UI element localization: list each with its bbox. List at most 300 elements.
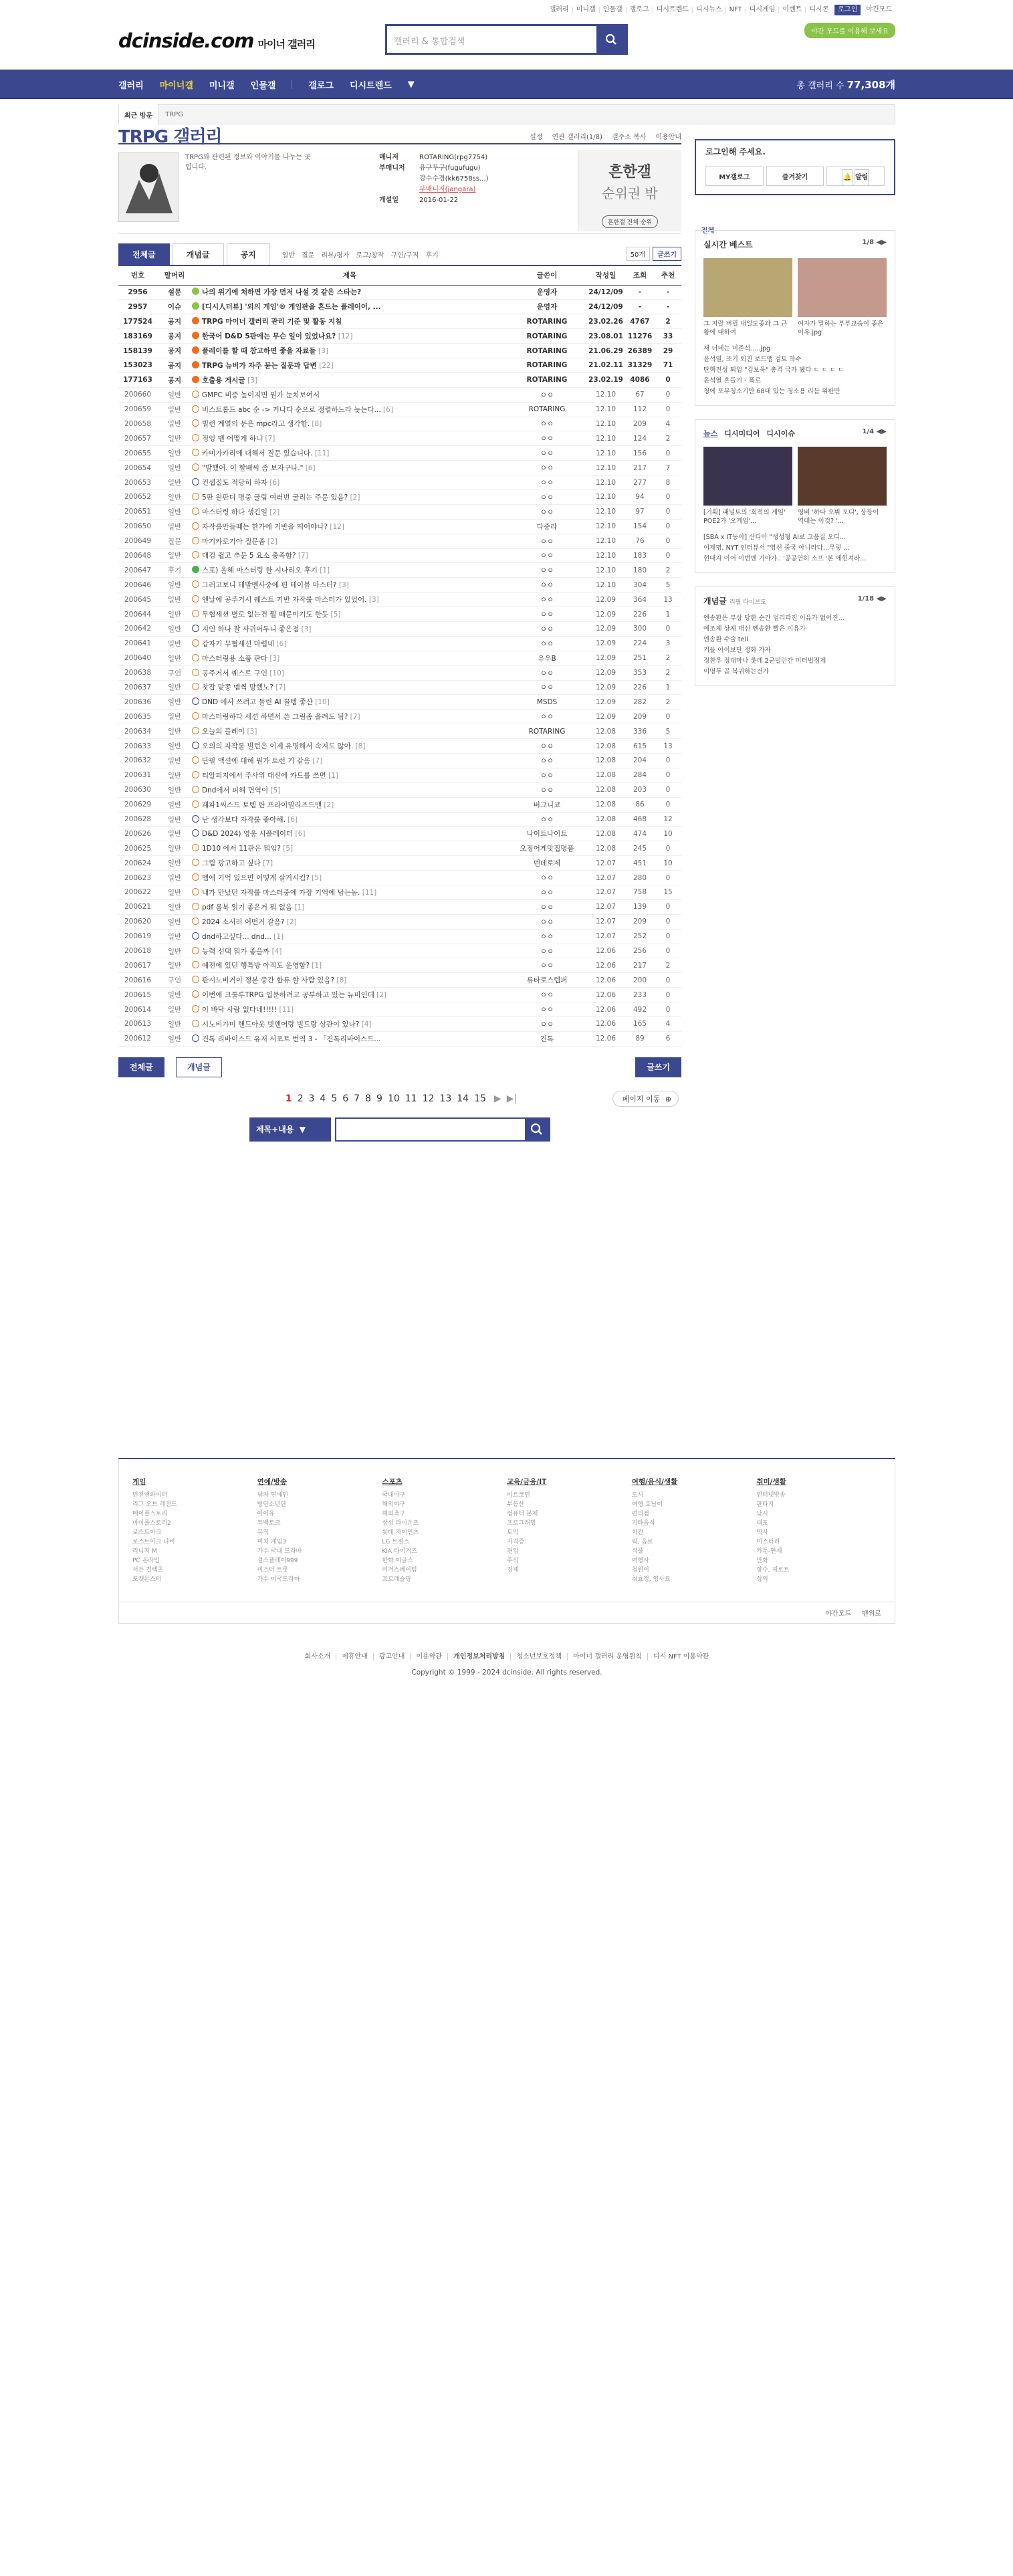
footer-link[interactable]: 가수 국내 드라마: [257, 1548, 302, 1555]
footer-link[interactable]: 토익: [507, 1529, 519, 1536]
table-row[interactable]: [118, 1017, 681, 1032]
footer-policy-link[interactable]: 청소년보호정책: [511, 1653, 568, 1660]
post-title[interactable]: 호출용 게시글: [202, 376, 245, 385]
table-row[interactable]: [118, 431, 681, 446]
table-row[interactable]: [118, 636, 681, 651]
footer-link[interactable]: 여행 호남이: [631, 1501, 663, 1508]
post-writer[interactable]: ㅇㅇ: [508, 929, 586, 944]
post-writer[interactable]: ROTARING: [508, 314, 586, 329]
post-title[interactable]: 판시노비거이 정본 중간 합류 할 사람 있음?: [202, 976, 335, 985]
head-recruit[interactable]: 구인/구직: [390, 252, 419, 259]
post-writer[interactable]: ㅇㅇ: [508, 446, 586, 461]
nav-minor[interactable]: 마이너갤: [159, 80, 193, 91]
table-row[interactable]: [118, 827, 681, 841]
post-writer[interactable]: ㅇㅇ: [508, 680, 586, 695]
post-title[interactable]: Dnd에서 피해 면역이: [202, 786, 269, 794]
post-title-cell[interactable]: [192, 724, 508, 739]
comment-count[interactable]: [8]: [312, 420, 322, 429]
next-page-icon[interactable]: ▶: [493, 1093, 501, 1104]
footer-link[interactable]: 아이유: [257, 1511, 275, 1517]
post-title[interactable]: 오늘의 플레이: [202, 728, 245, 736]
post-title-cell[interactable]: [192, 534, 508, 548]
my-gallog-button[interactable]: MY갤로그: [705, 167, 764, 186]
footer-link[interactable]: 미겨스페이텀: [382, 1567, 417, 1574]
table-row[interactable]: [118, 754, 681, 768]
post-title[interactable]: 이번에 크툴루TRPG 입문하려고 공부하고 있는 뉴비인데: [202, 991, 374, 1000]
post-title[interactable]: 그림 광고하고 싶다: [202, 859, 261, 868]
footer-link[interactable]: 향수, 제로트: [756, 1567, 790, 1574]
post-title[interactable]: 플레이를 할 때 참고하면 좋을 자료들: [202, 347, 316, 355]
footer-link[interactable]: 미스터 트롯: [257, 1567, 289, 1574]
footer-link[interactable]: 식물: [631, 1548, 644, 1555]
post-title[interactable]: 마스터링용 소품 판다: [202, 654, 267, 663]
post-title-cell[interactable]: [192, 358, 508, 372]
post-writer[interactable]: ㅇㅇ: [508, 621, 586, 636]
comment-count[interactable]: [3]: [318, 347, 328, 355]
table-row[interactable]: [118, 944, 681, 958]
head-after[interactable]: 후기: [425, 252, 439, 259]
table-row[interactable]: [118, 519, 681, 534]
comment-count[interactable]: [3]: [269, 654, 280, 663]
footer-link[interactable]: 판타지: [756, 1501, 774, 1508]
table-row[interactable]: [118, 548, 681, 563]
post-title-cell[interactable]: [192, 710, 508, 724]
util-link[interactable]: 갤로그: [627, 7, 653, 13]
post-writer[interactable]: ㅇㅇ: [508, 1017, 586, 1032]
post-title-cell[interactable]: [192, 651, 508, 665]
post-title[interactable]: 난 생각보다 자작룰 좋아해.: [202, 815, 286, 824]
util-link[interactable]: 갤러리: [546, 7, 573, 13]
post-title-cell[interactable]: [192, 563, 508, 578]
news-list-item[interactable]: 이제명, NYT 인터뷰서 "영선 중국 아니라다...무렇 ...: [703, 544, 850, 552]
best-pager[interactable]: 1/8 ◀▶: [862, 239, 887, 246]
post-writer[interactable]: ㅇㅇ: [508, 548, 586, 563]
last-page-icon[interactable]: ▶|: [506, 1093, 518, 1104]
table-row[interactable]: [118, 490, 681, 504]
bottom-search-input[interactable]: [335, 1117, 550, 1142]
footer-policy-link[interactable]: 광고안내: [374, 1653, 411, 1660]
link-settings[interactable]: 설정: [530, 134, 543, 141]
table-row[interactable]: [118, 782, 681, 797]
comment-count[interactable]: [2]: [269, 508, 280, 516]
table-row[interactable]: [118, 563, 681, 578]
post-title[interactable]: 그러고보니 테발멘사중에 편 테이블 마스터?: [202, 581, 337, 590]
post-title-cell[interactable]: [192, 665, 508, 680]
table-row[interactable]: [118, 504, 681, 519]
comment-count[interactable]: [7]: [275, 683, 286, 692]
comment-count[interactable]: [10]: [315, 698, 330, 707]
comment-count[interactable]: [2]: [286, 918, 297, 926]
site-logo[interactable]: dcinside.com 마이너 갤러리: [118, 29, 315, 52]
comment-count[interactable]: [1]: [312, 962, 322, 970]
post-title-cell[interactable]: [192, 695, 508, 710]
post-title-cell[interactable]: [192, 621, 508, 636]
footer-policy-link[interactable]: 제휴안내: [336, 1653, 374, 1660]
post-writer[interactable]: ㅇㅇ: [508, 475, 586, 490]
post-title-cell[interactable]: [192, 548, 508, 563]
footer-link[interactable]: 낚시: [756, 1511, 768, 1517]
footer-link[interactable]: 방탄소년단: [257, 1501, 287, 1508]
post-title-cell[interactable]: [192, 929, 508, 944]
comment-count[interactable]: [6]: [305, 464, 316, 473]
comment-count[interactable]: [11]: [314, 449, 330, 458]
post-title-cell[interactable]: [192, 1002, 508, 1017]
post-title-cell[interactable]: [192, 344, 508, 358]
best-list-item[interactable]: 윤석열 흔들기 - 폭로: [703, 377, 761, 385]
footer-link[interactable]: 편입: [507, 1548, 519, 1555]
table-row[interactable]: [118, 417, 681, 431]
table-row[interactable]: [118, 841, 681, 856]
footer-link[interactable]: 걸스플레이999: [257, 1558, 298, 1564]
concept-list-item[interactable]: 엔송환 수술 tell: [703, 636, 748, 643]
post-title[interactable]: 1D10 에서 11판은 뭐임?: [202, 845, 281, 853]
post-writer[interactable]: 나이트나이트: [508, 827, 586, 841]
post-writer[interactable]: ㅇㅇ: [508, 782, 586, 797]
gallery-title[interactable]: TRPG 갤러리: [118, 127, 222, 147]
comment-count[interactable]: [5]: [312, 874, 322, 883]
post-writer[interactable]: ㅇㅇ: [508, 387, 586, 402]
footer-link[interactable]: 자격증: [507, 1539, 525, 1545]
post-writer[interactable]: 건톡: [508, 1031, 586, 1046]
page-link[interactable]: 5: [331, 1093, 338, 1104]
footer-policy-link[interactable]: 개인정보처리방침: [448, 1653, 511, 1660]
post-title-cell[interactable]: [192, 841, 508, 856]
best-list-item[interactable]: 윤석열, 조기 퇴진 로드맵 검토 착수: [703, 356, 802, 363]
comment-count[interactable]: [1]: [294, 903, 305, 911]
comment-count[interactable]: [5]: [270, 786, 281, 794]
page-link[interactable]: 11: [405, 1093, 417, 1104]
footer-link[interactable]: 컴퓨터 본체: [507, 1511, 538, 1517]
post-title[interactable]: [디시人터뷰] '외의 게임'® 게임판을 흔드는 플레이어, ...: [202, 303, 381, 312]
table-row[interactable]: [118, 329, 681, 344]
post-title[interactable]: 이 바닥 사람 없다네!!!!!: [202, 1006, 277, 1014]
post-title[interactable]: D&D 2024) 영웅 시플레이터: [202, 830, 294, 839]
issue-tab[interactable]: 디시이슈: [766, 429, 795, 438]
post-writer[interactable]: ROTARING: [508, 344, 586, 358]
table-row[interactable]: [118, 885, 681, 900]
comment-count[interactable]: [11]: [279, 1006, 294, 1014]
table-row[interactable]: [118, 534, 681, 548]
post-title[interactable]: 대검 쥘고 추문 5 요소 충족함?: [202, 552, 296, 560]
util-link[interactable]: 야간모드: [866, 6, 892, 13]
post-writer[interactable]: ㅇㅇ: [508, 958, 586, 973]
nav-more-icon[interactable]: ▼: [407, 79, 415, 90]
nav-trend[interactable]: 디시트렌드: [349, 80, 392, 91]
post-title[interactable]: 마스터링하다 세션 하면서 쓴 그림좀 올려도 됨?: [202, 713, 348, 722]
page-link[interactable]: 13: [439, 1093, 452, 1104]
comment-count[interactable]: [6]: [288, 815, 298, 824]
footer-link[interactable]: KIA 타이거즈: [382, 1548, 417, 1555]
post-title-cell[interactable]: [192, 285, 508, 300]
comment-count[interactable]: [3]: [338, 581, 349, 590]
footer-link[interactable]: 뮤직: [257, 1529, 269, 1536]
table-row[interactable]: [118, 461, 681, 475]
comment-count[interactable]: [2]: [267, 537, 277, 546]
footer-link[interactable]: 국내야구: [382, 1492, 406, 1499]
post-title-cell[interactable]: [192, 593, 508, 607]
footer-link[interactable]: 만화: [756, 1558, 768, 1564]
head-review[interactable]: 리뷰/평가: [321, 252, 350, 259]
post-title-cell[interactable]: [192, 973, 508, 988]
footer-link[interactable]: 여행사: [631, 1558, 649, 1564]
post-title-cell[interactable]: [192, 300, 508, 314]
post-writer[interactable]: ROTARING: [508, 358, 586, 372]
post-writer[interactable]: 덴데로제: [508, 856, 586, 871]
news-list-item[interactable]: [SBA x IT동아] 산티아 "생성형 AI로 고품질 오디...: [703, 534, 847, 541]
footer-link[interactable]: 인터넷방송: [756, 1492, 786, 1499]
footer-link[interactable]: 뮤백토크: [257, 1520, 281, 1527]
post-writer[interactable]: ㅇㅇ: [508, 563, 586, 578]
footer-link[interactable]: 편의점: [631, 1511, 649, 1517]
post-writer[interactable]: ㅇㅇ: [508, 914, 586, 929]
page-link[interactable]: 7: [354, 1093, 360, 1104]
page-link[interactable]: 1: [285, 1093, 292, 1104]
post-title[interactable]: 공주거서 퀘스트 구인: [202, 669, 267, 677]
post-writer[interactable]: ㅇㅇ: [508, 988, 586, 1002]
post-title-cell[interactable]: [192, 856, 508, 871]
post-title[interactable]: 능력 선택 뭐가 좋을까: [202, 947, 270, 956]
footer-link[interactable]: 서든 컬렉츠: [132, 1567, 164, 1574]
comment-count[interactable]: [10]: [269, 669, 284, 677]
post-title-cell[interactable]: [192, 387, 508, 402]
post-title[interactable]: 나의 위기에 처하면 가장 먼저 나설 것 같은 스타는?: [202, 288, 362, 297]
table-row[interactable]: [118, 1031, 681, 1046]
post-title[interactable]: DND 에서 쓰려고 돌린 AI 꿀템 좋산: [202, 698, 313, 707]
post-title[interactable]: 비스트롭드 abc 순 -> 거나다 순으로 정렬하느라 늦는다...: [202, 405, 381, 414]
nav-gallog[interactable]: 갤로그: [308, 80, 334, 91]
page-link[interactable]: 4: [320, 1093, 326, 1104]
post-title-cell[interactable]: [192, 680, 508, 695]
comment-count[interactable]: [1]: [328, 771, 338, 780]
news-thumb[interactable]: 영비 '하나 오뷔 모디', 상장이 역대는 이것? '...: [798, 447, 887, 526]
post-writer[interactable]: ㅇㅇ: [508, 461, 586, 475]
link-related[interactable]: 연관 갤러리(1/8): [552, 134, 602, 141]
footer-link[interactable]: 비트코인: [507, 1492, 530, 1499]
post-title-cell[interactable]: [192, 1031, 508, 1046]
comment-count[interactable]: [3]: [368, 596, 379, 605]
post-writer[interactable]: ROTARING: [508, 724, 586, 739]
footer-link[interactable]: 경제: [507, 1567, 519, 1574]
search-input[interactable]: 갤러리 & 통합검색: [394, 37, 465, 47]
comment-count[interactable]: [5]: [330, 611, 341, 619]
post-writer[interactable]: 다중라: [508, 519, 586, 534]
dark-mode-badge[interactable]: 야간 모드를 이용해 보세요: [804, 23, 895, 38]
comment-count[interactable]: [22]: [319, 361, 334, 370]
table-row[interactable]: [118, 446, 681, 461]
search-type-select[interactable]: 제목+내용 ▼: [249, 1117, 331, 1142]
post-writer[interactable]: ㅇㅇ: [508, 593, 586, 607]
post-writer[interactable]: ㅇㅇ: [508, 417, 586, 431]
post-writer[interactable]: ㅇㅇ: [508, 739, 586, 754]
post-title[interactable]: 카미가카리에 대해서 질문 있습니다.: [202, 449, 313, 458]
page-link[interactable]: 9: [376, 1093, 382, 1104]
footer-link[interactable]: 메이플스토리: [132, 1511, 168, 1517]
page-link[interactable]: 14: [457, 1093, 469, 1104]
post-writer[interactable]: ㅇㅇ: [508, 754, 586, 768]
footer-policy-link[interactable]: 마이너 갤러리 운영원칙: [568, 1653, 648, 1660]
footer-column-title[interactable]: 취미/생활: [756, 1478, 786, 1486]
comment-count[interactable]: [4]: [361, 1020, 372, 1029]
comment-count[interactable]: [6]: [269, 479, 280, 488]
post-title-cell[interactable]: [192, 607, 508, 622]
comment-count[interactable]: [1]: [320, 566, 330, 575]
post-writer[interactable]: 류타로스텝퍼: [508, 973, 586, 988]
post-title[interactable]: 빌런 계열의 문은 mpc라고 생각함.: [202, 420, 310, 429]
table-row[interactable]: [118, 621, 681, 636]
util-link[interactable]: 미니갤: [573, 7, 600, 13]
comment-count[interactable]: [7]: [263, 859, 273, 868]
table-row[interactable]: [118, 724, 681, 739]
page-link[interactable]: 15: [474, 1093, 486, 1104]
nav-person[interactable]: 인물갤: [250, 80, 276, 91]
comment-count[interactable]: [6]: [276, 639, 287, 648]
recent-visit-item[interactable]: TRPG: [165, 110, 183, 118]
post-title-cell[interactable]: [192, 797, 508, 812]
table-row[interactable]: [118, 314, 681, 329]
table-row[interactable]: [118, 387, 681, 402]
util-link[interactable]: 디시콘: [806, 7, 832, 13]
table-row[interactable]: [118, 797, 681, 812]
post-writer[interactable]: ㅇㅇ: [508, 504, 586, 519]
page-link[interactable]: 8: [365, 1093, 372, 1104]
page-link[interactable]: 6: [342, 1093, 349, 1104]
footer-link[interactable]: 로스트아크 나비: [132, 1539, 175, 1545]
submanager-2[interactable]: 강수수경(kk6758ss...): [419, 175, 489, 183]
list-count-select[interactable]: 50개: [626, 247, 650, 261]
post-title[interactable]: 멤에 기억 있으면 어떻게 살거시킴?: [202, 874, 310, 883]
post-title-cell[interactable]: [192, 461, 508, 475]
footer-link[interactable]: 역사: [756, 1529, 768, 1536]
best-list-item[interactable]: 재 너네는 미존석.....jpg: [703, 345, 771, 352]
comment-count[interactable]: [11]: [362, 888, 377, 897]
concept-list-item[interactable]: 커플 아이보단 정화 가자: [703, 647, 771, 654]
post-title-cell[interactable]: [192, 431, 508, 446]
post-title[interactable]: 마스터링 하다 생긴일: [202, 508, 267, 516]
comment-count[interactable]: [6]: [383, 405, 393, 414]
page-link[interactable]: 10: [387, 1093, 400, 1104]
post-title[interactable]: 패파1씨스드 토템 탄 프라이빌리즈드맨: [202, 800, 322, 809]
post-title-cell[interactable]: [192, 958, 508, 973]
comment-count[interactable]: [7]: [312, 756, 323, 765]
footer-link[interactable]: 롯데 자이언츠: [382, 1529, 419, 1536]
post-title[interactable]: 예전에 있던 행특방 아직도 운영함?: [202, 962, 310, 970]
comment-count[interactable]: [8]: [336, 976, 347, 985]
news-tab[interactable]: 뉴스: [703, 429, 718, 438]
bottom-search-button[interactable]: [525, 1119, 549, 1140]
table-row[interactable]: [118, 578, 681, 593]
footer-link[interactable]: 마이플스토리2: [132, 1520, 171, 1527]
footer-column-title[interactable]: 게임: [132, 1478, 146, 1486]
post-writer[interactable]: ㅇㅇ: [508, 899, 586, 914]
post-title[interactable]: 건톡 리바이스드 유저 서포트 번역 3 - 「건톡리바이스드...: [202, 1035, 381, 1043]
post-title[interactable]: GMPC 비중 높이지면 뭔가 눈치보여서: [202, 391, 320, 399]
util-link[interactable]: NFT: [726, 7, 746, 13]
post-title[interactable]: 정잉 맨 어떻게 하냐: [202, 435, 263, 443]
nav-gallery[interactable]: 갤러리: [118, 80, 144, 91]
concept-list-item[interactable]: 정찬우 정대마나 롯데 2군빌런간 미터벌점제: [703, 657, 826, 665]
footer-link[interactable]: 기타음식: [631, 1520, 655, 1527]
search-box[interactable]: [385, 24, 628, 55]
favorites-button[interactable]: 즐겨찾기: [766, 167, 824, 186]
post-title-cell[interactable]: [192, 636, 508, 651]
post-writer[interactable]: MSDS: [508, 695, 586, 710]
table-row[interactable]: [118, 739, 681, 754]
post-title-cell[interactable]: [192, 519, 508, 534]
recent-visit-label[interactable]: 최근 방문: [119, 104, 158, 125]
post-title-cell[interactable]: [192, 899, 508, 914]
comment-count[interactable]: [7]: [265, 435, 275, 443]
best-list-item[interactable]: 청에 포부청소기만 68대 있는 청소용 리듬 위판만: [703, 388, 840, 395]
footer-column-title[interactable]: 교육/금융/IT: [507, 1478, 547, 1486]
comment-count[interactable]: [4]: [271, 947, 282, 956]
table-row[interactable]: [118, 973, 681, 988]
tab-notice[interactable]: 공지: [227, 243, 270, 265]
post-title[interactable]: 단필 액션에 대해 뭔가 트런 거 같음: [202, 756, 311, 765]
link-guide[interactable]: 이용안내: [655, 134, 681, 141]
post-title[interactable]: 한국어 D&D 5판에는 무슨 일이 있었나요?: [202, 332, 336, 341]
footer-link[interactable]: 남자 연예인: [257, 1492, 289, 1499]
footer-link[interactable]: 프로그래밍: [507, 1520, 536, 1527]
page-link[interactable]: 12: [422, 1093, 435, 1104]
table-row[interactable]: [118, 344, 681, 358]
post-title[interactable]: 컨셉질도 적당히 하자: [202, 479, 267, 488]
head-normal[interactable]: 일반: [282, 252, 296, 259]
post-title[interactable]: 스포) 올해 마스터링 한 시나리오 후기: [202, 566, 318, 575]
concept-list-item[interactable]: 엔송환은 부상 당한 순간 얼리파진 이유가 없어진...: [703, 615, 845, 622]
table-row[interactable]: [118, 402, 681, 417]
tab-all[interactable]: 전체글: [118, 243, 170, 265]
post-writer[interactable]: ㅇㅇ: [508, 636, 586, 651]
footer-column-title[interactable]: 여행/음식/생활: [631, 1478, 678, 1486]
post-writer[interactable]: ROTARING: [508, 402, 586, 417]
post-writer[interactable]: ROTARING: [508, 329, 586, 344]
table-row[interactable]: [118, 475, 681, 490]
footer-link[interactable]: 미치 게임3: [257, 1539, 287, 1545]
footer-column-title[interactable]: 연예/방송: [257, 1478, 288, 1486]
table-row[interactable]: [118, 607, 681, 622]
post-title[interactable]: 5판 원판디 명중 굴림 여러번 굴리는 주문 있음?: [202, 493, 348, 502]
comment-count[interactable]: [12]: [330, 522, 344, 531]
write-button-bottom[interactable]: 글쓰기: [635, 1057, 681, 1077]
comment-count[interactable]: [8]: [355, 742, 366, 751]
post-writer[interactable]: ㅇㅇ: [508, 578, 586, 593]
concept-list-item[interactable]: 예조체 상체 대신 엔송환 빨은 이유가: [703, 625, 806, 633]
post-writer[interactable]: 운영자: [508, 285, 586, 300]
comment-count[interactable]: [3]: [301, 625, 312, 633]
head-log[interactable]: 로그/창작: [356, 252, 384, 259]
table-row[interactable]: [118, 651, 681, 665]
submanager-1[interactable]: 유구무구(fugufugu): [419, 165, 481, 172]
alarm-button[interactable]: 🔔 알림: [826, 167, 885, 186]
footer-link[interactable]: 취효정, 영사료: [631, 1576, 671, 1583]
best-list-item[interactable]: 탄핵전성 퇴임 "김보욱" 총격 국가 됐다 ㄷ ㄷ ㄷ ㄷ: [703, 366, 845, 374]
util-link[interactable]: 이벤트: [779, 7, 806, 13]
post-title-cell[interactable]: [192, 578, 508, 593]
post-title-cell[interactable]: [192, 314, 508, 329]
post-title[interactable]: 시노비가미 핸드아웃 빗엔어랑 빌드랑 상관이 있나?: [202, 1020, 360, 1029]
table-row[interactable]: [118, 665, 681, 680]
bottom-tab-all[interactable]: 전체글: [118, 1057, 164, 1077]
post-title[interactable]: 갑자기 무협세션 마렵네: [202, 639, 275, 648]
post-writer[interactable]: ㅇㅇ: [508, 665, 586, 680]
nav-mini[interactable]: 미니갤: [209, 80, 235, 91]
post-title-cell[interactable]: [192, 768, 508, 782]
post-title[interactable]: dnd하고싶다... dnd...: [202, 932, 271, 941]
post-title-cell[interactable]: [192, 988, 508, 1002]
comment-count[interactable]: [7]: [350, 713, 360, 722]
post-title-cell[interactable]: [192, 914, 508, 929]
post-title[interactable]: TRPG 뉴비가 자주 묻는 질문과 답변: [202, 361, 317, 370]
